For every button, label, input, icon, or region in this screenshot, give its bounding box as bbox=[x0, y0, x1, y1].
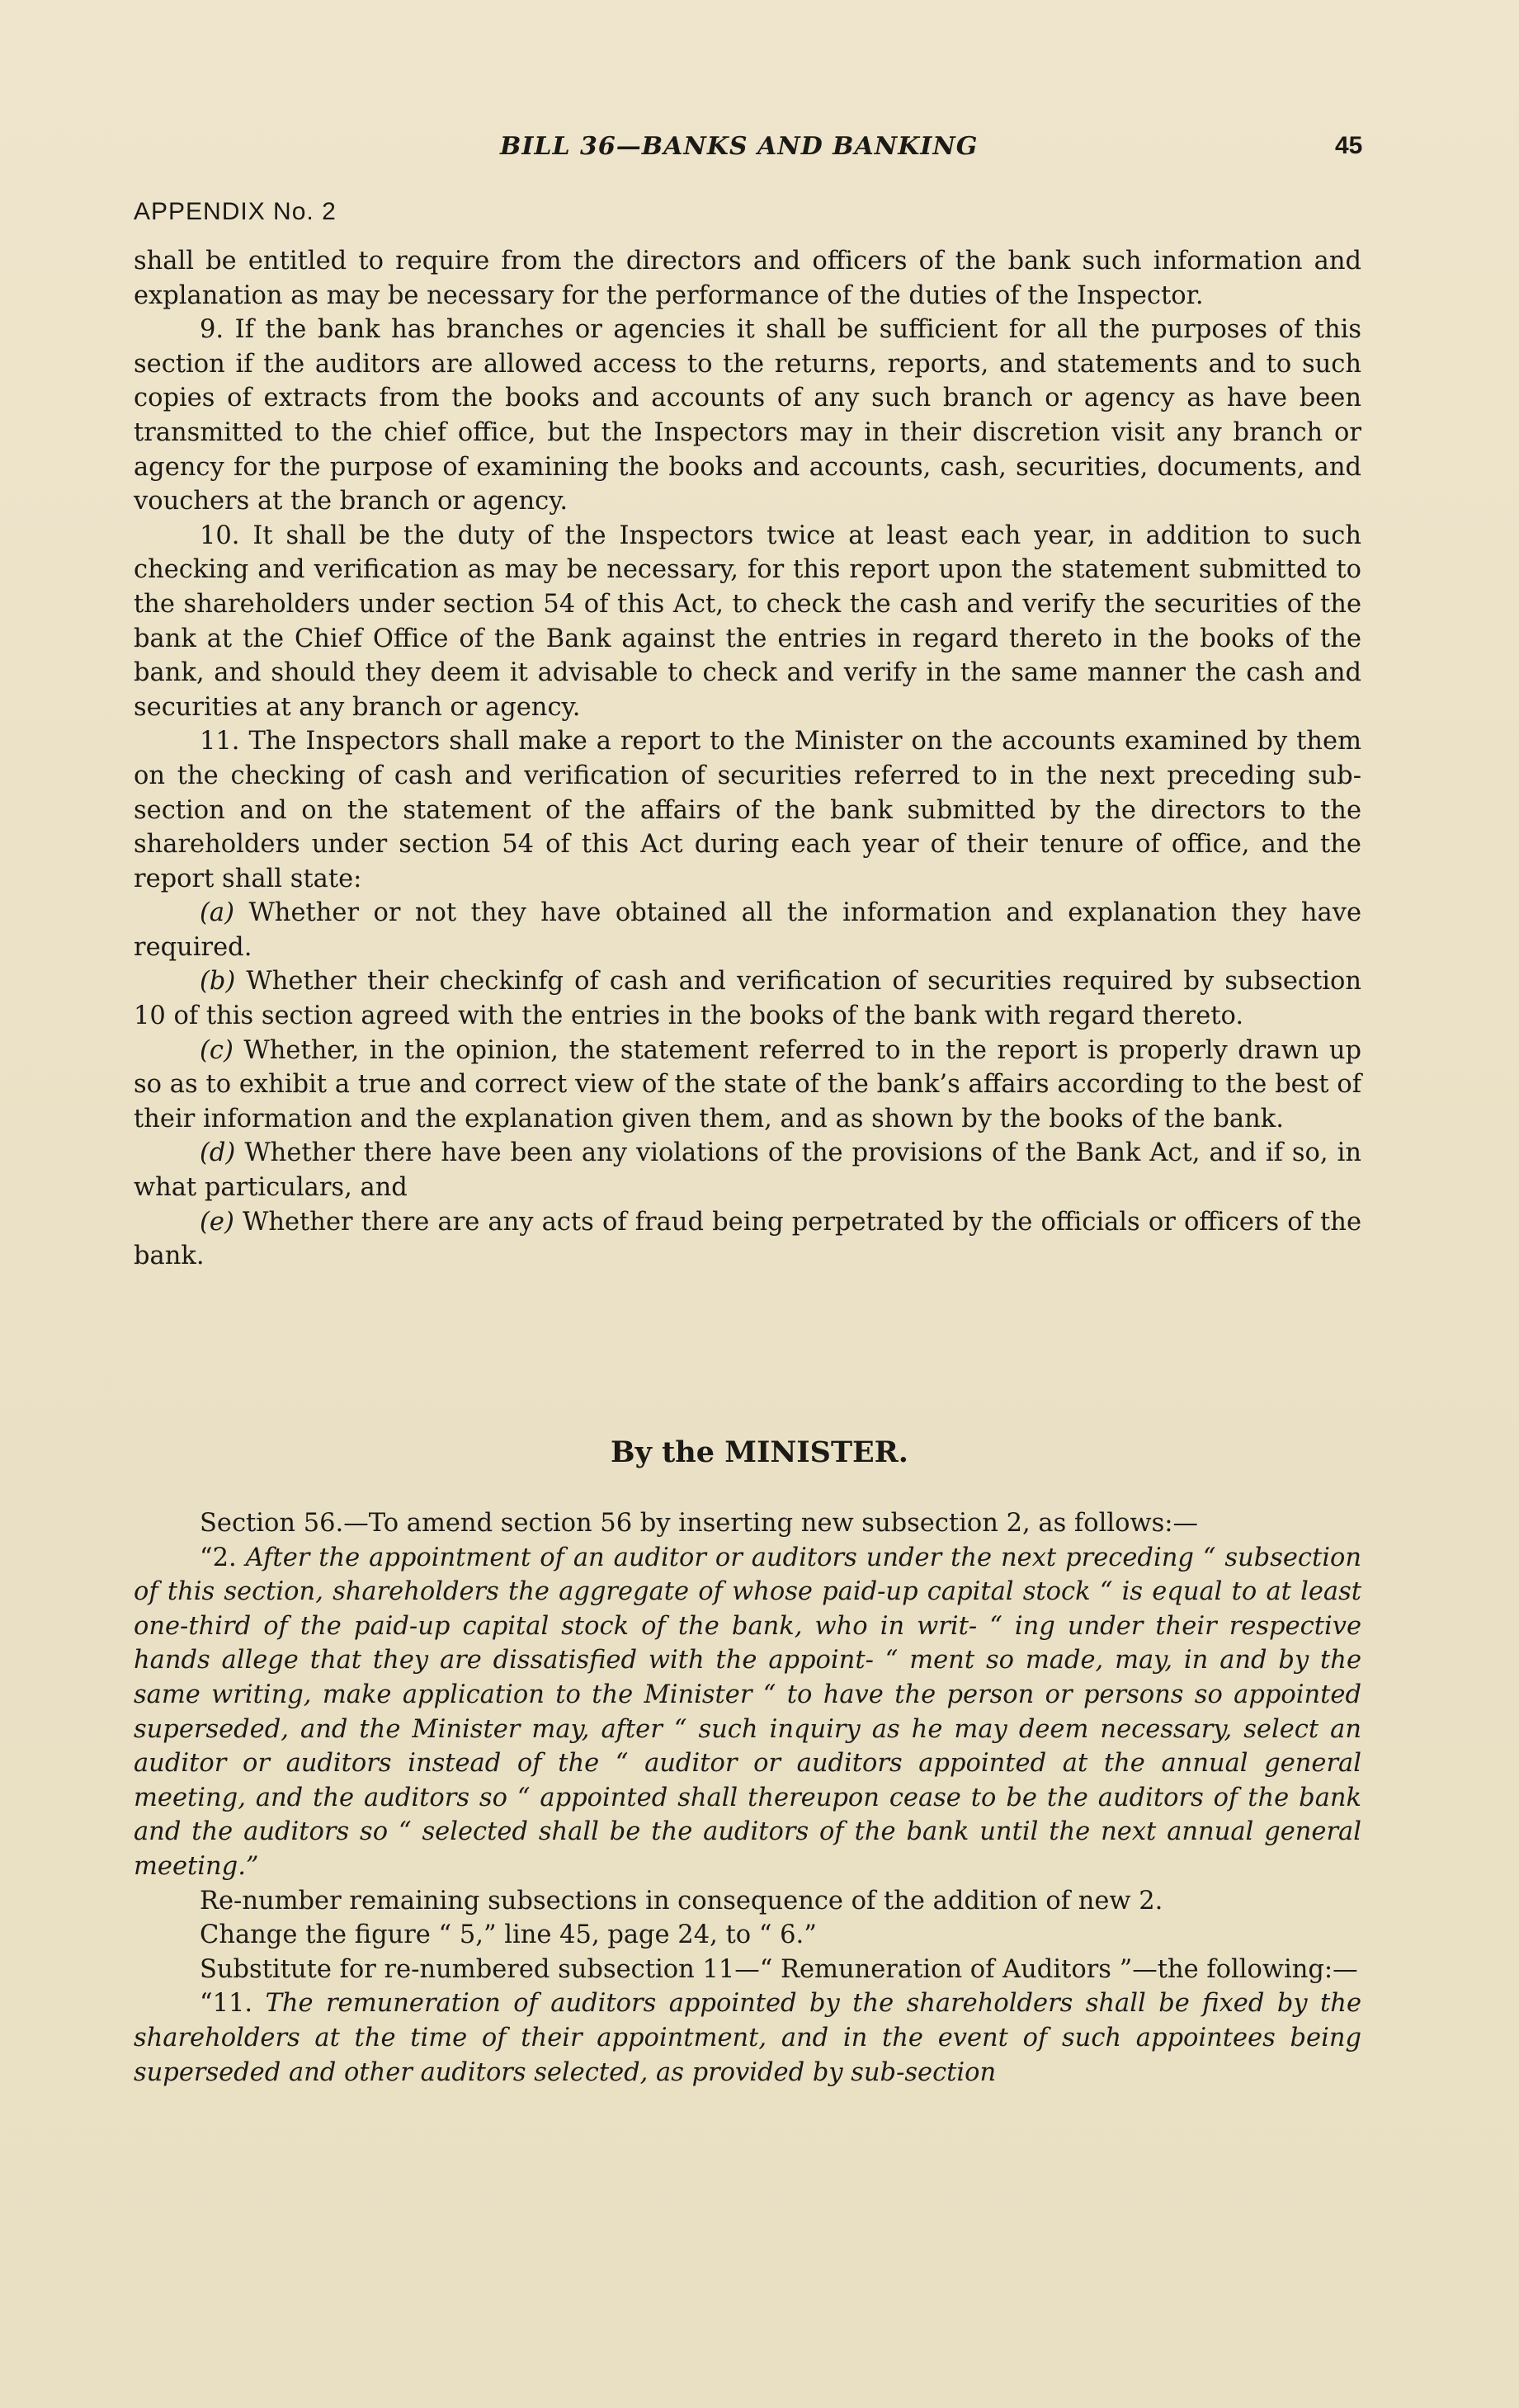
clause-b bbox=[134, 964, 1361, 1033]
amendment-text bbox=[134, 1506, 1361, 2090]
clause-e bbox=[134, 1205, 1361, 1274]
clause-d bbox=[134, 1136, 1361, 1204]
clause-d-text: Whether there have been any violations of the provisions of the Bank Act, and if so, in what particulars, and bbox=[134, 1138, 1361, 1203]
renumber-note: Re-number remaining subsections in consequence of the addition of new 2. bbox=[200, 1886, 1163, 1916]
quote-open: “2. bbox=[200, 1543, 246, 1572]
clause-a-text: Whether or not they have obtained all the information and explanation they have required. bbox=[134, 898, 1361, 962]
clause-e-label: (e) bbox=[200, 1207, 234, 1237]
amendment-intro: Section 56.—To amend section 56 by inserting new subsection 2, as follows:— bbox=[200, 1509, 1198, 1538]
amendment-quote bbox=[134, 1541, 1361, 1884]
subsection-11-open: “11. bbox=[200, 1989, 266, 2019]
clause-b-text: Whether their checkinfg of cash and verification of securities required by subsection 10 of this section agreed with the entries in the books of the bank with regard thereto. bbox=[134, 967, 1361, 1031]
change-figure-note: Change the figure “ 5,” line 45, page 24, to “ 6.” bbox=[200, 1920, 817, 1950]
substitute-note: Substitute for re-numbered subsection 11—“ Remuneration of Auditors ”—the following:— bbox=[200, 1954, 1358, 1984]
page-header bbox=[0, 132, 1519, 168]
subsection-11-text: The remuneration of auditors appointed by the shareholders shall be fixed by the shareholders at the time of their appointment, and in the event of such appointees being superseded and other auditors selected, as provided by sub-section bbox=[134, 1989, 1361, 2087]
clause-b-label: (b) bbox=[200, 967, 236, 997]
appendix-label: APPENDIX No. 2 bbox=[134, 198, 337, 225]
clause-c-text: Whether, in the opinion, the statement referred to in the report is properly drawn up so as to exhibit a true and correct view of the state of the bank’s affairs according to the best of their information and the explanation given them, and as shown by the books of the bank. bbox=[134, 1035, 1361, 1133]
paragraph-10: 10. It shall be the duty of the Inspectors twice at least each year, in addition to such checking and verification as may be necessary, for this report upon the statement submitted to the shareholders under section 54 of this Act, to check the cash and verify the securities of the bank at the Chief Office of the Bank against the entries in regard thereto in the books of the bank, and should they deem it advisable to check and verify in the same manner the cash and securities at any branch or agency. bbox=[134, 521, 1361, 722]
quote-text: After the appointment of an auditor or auditors under the next preceding “ subsection of this section, shareholders the aggregate of whose paid-up capital stock “ is equal to at least one-third of the paid-up capital stock of the bank, who in writ- “ ing under their respective hands allege that they are dissatisfied with the appoint- “ ment so made, may, in and by the same writing, make application to the Minister “ to have the person or persons so appointed superseded, and the Minister may, after “ such inquiry as he may deem necessary, select an auditor or auditors instead of the “ auditor or auditors appointed at the annual general meeting, and the auditors so “ appointed shall thereupon cease to be the auditors of the bank and the auditors so “ selected shall be the auditors of the bank until the next annual general meeting.” bbox=[134, 1543, 1361, 1881]
clause-a-label: (a) bbox=[200, 898, 234, 928]
running-title: BILL 36—BANKS AND BANKING bbox=[500, 132, 979, 161]
clause-c-label: (c) bbox=[200, 1035, 234, 1065]
section-heading: By the MINISTER. bbox=[611, 1435, 908, 1469]
paragraph-continuation: shall be entitled to require from the directors and officers of the bank such information and explanation as may be necessary for the performance of the duties of the Inspector. bbox=[134, 247, 1361, 310]
clause-d-label: (d) bbox=[200, 1138, 236, 1168]
clause-e-text: Whether there are any acts of fraud being perpetrated by the officials or officers of the bank. bbox=[134, 1207, 1361, 1271]
paragraph-11: 11. The Inspectors shall make a report to the Minister on the accounts examined by them on the checking of cash and verification of securities referred to in the next preceding sub-section and on the statement of the affairs of the bank submitted by the directors to the shareholders under section 54 of this Act during each year of their tenure of office, and the report shall state: bbox=[134, 727, 1361, 893]
clause-a bbox=[134, 896, 1361, 964]
clause-c bbox=[134, 1034, 1361, 1137]
paragraph-9: 9. If the bank has branches or agencies it shall be sufficient for all the purposes of this section if the auditors are allowed access to the returns, reports, and statements and to such copies of extracts from the books and accounts of any such branch or agency as have been transmitted to the chief office, but the Inspectors may in their discretion visit any branch or agency for the purpose of examining the books and accounts, cash, securities, documents, and vouchers at the branch or agency. bbox=[134, 315, 1361, 516]
subsection-11-quote bbox=[134, 1986, 1361, 2090]
page-number: 45 bbox=[1335, 132, 1363, 159]
main-text bbox=[134, 244, 1361, 1274]
